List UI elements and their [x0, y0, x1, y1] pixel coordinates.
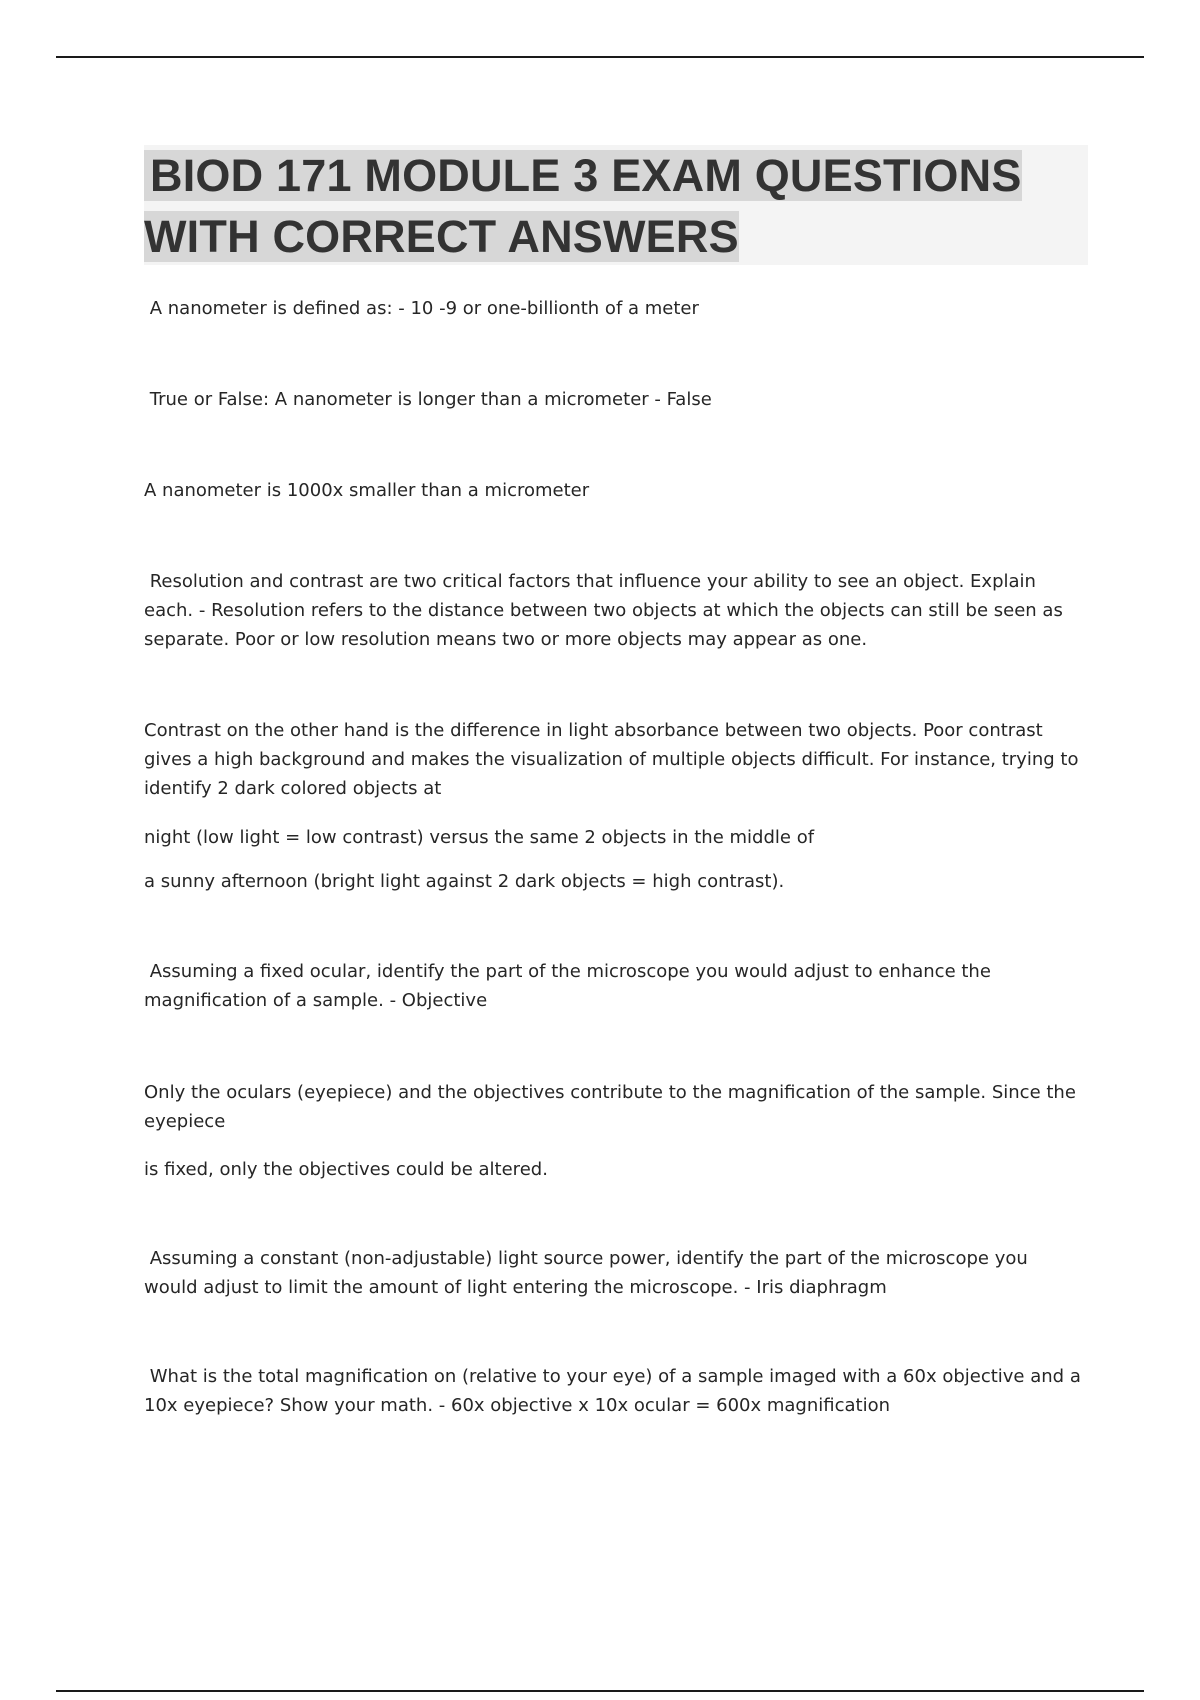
note-nanometer-size: A nanometer is 1000x smaller than a micrometer	[144, 480, 590, 501]
title-line-2: WITH CORRECT ANSWERS	[144, 211, 739, 262]
question-total-magnification: What is the total magnification on (relative to your eye) of a sample imaged with a 60x objective and a 10x eyepiece? Show your math. - 60x objective x 10x ocular = 600x magnification	[144, 1366, 1087, 1416]
question-fixed-ocular: Assuming a fixed ocular, identify the part of the microscope you would adjust to enhance the magnification of a sample. - Objective	[144, 961, 997, 1011]
question-nanometer-definition: A nanometer is defined as: - 10 -9 or one-billionth of a meter	[144, 298, 699, 319]
top-divider	[56, 56, 1144, 58]
document-title	[144, 145, 1088, 267]
note-eyepiece-fixed: is fixed, only the objectives could be altered.	[144, 1159, 548, 1180]
note-magnification-contributors: Only the oculars (eyepiece) and the objectives contribute to the magnification of the sample. Since the eyepiece	[144, 1082, 1082, 1132]
bottom-divider	[56, 1690, 1144, 1692]
note-contrast-afternoon: a sunny afternoon (bright light against 2 dark objects = high contrast).	[144, 871, 785, 892]
question-resolution-contrast: Resolution and contrast are two critical factors that influence your ability to see an object. Explain each. - Resolution refers to the distance between two objects at which the objects can still be seen as separate. Poor or low resolution means two or more objects may appear as one.	[144, 571, 1069, 650]
question-iris-diaphragm: Assuming a constant (non-adjustable) light source power, identify the part of the microscope you would adjust to limit the amount of light entering the microscope. - Iris diaphragm	[144, 1248, 1034, 1298]
title-line-1: BIOD 171 MODULE 3 EXAM QUESTIONS	[144, 150, 1022, 201]
note-contrast-night: night (low light = low contrast) versus the same 2 objects in the middle of	[144, 827, 815, 848]
question-nanometer-true-false: True or False: A nanometer is longer than a micrometer - False	[144, 389, 712, 410]
note-contrast-explanation: Contrast on the other hand is the difference in light absorbance between two objects. Poor contrast gives a high background and makes the visualization of multiple objects difficult. For instance, trying to identify 2 dark colored objects at	[144, 720, 1085, 799]
